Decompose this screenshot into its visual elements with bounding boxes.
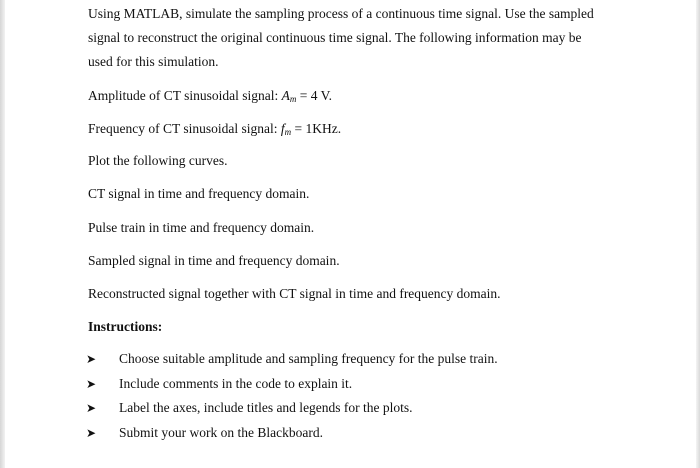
- intro-line-2: signal to reconstruct the original continuous time signal. The following information may be: [88, 30, 582, 45]
- arrow-bullet-icon: ➤: [86, 377, 97, 391]
- arrow-bullet-icon: ➤: [86, 352, 97, 366]
- instruction-text: Include comments in the code to explain it.: [119, 376, 353, 391]
- page-edge-left: [0, 0, 5, 468]
- instruction-item: [86, 425, 323, 441]
- plot-item: Pulse train in time and frequency domain.: [88, 220, 315, 235]
- arrow-bullet-icon: ➤: [86, 401, 97, 415]
- amplitude-line: [88, 88, 332, 107]
- instructions-heading: Instructions:: [88, 319, 163, 334]
- intro-line-1: Using MATLAB, simulate the sampling process of a continuous time signal. Use the sampled: [88, 6, 594, 21]
- frequency-line: [88, 121, 341, 140]
- instruction-item: [86, 351, 498, 367]
- amplitude-symbol: A: [281, 88, 290, 103]
- plot-item: CT signal in time and frequency domain.: [88, 186, 310, 201]
- intro-line-3: used for this simulation.: [88, 54, 219, 69]
- instruction-text: Submit your work on the Blackboard.: [119, 425, 323, 440]
- amplitude-label: Amplitude of CT sinusoidal signal:: [88, 88, 282, 103]
- frequency-symbol: f: [280, 121, 285, 136]
- frequency-subscript: m: [284, 127, 292, 137]
- instruction-item: [86, 376, 352, 392]
- page-edge-right: [696, 0, 700, 468]
- instruction-text: Choose suitable amplitude and sampling frequency for the pulse train.: [119, 351, 498, 366]
- plot-item: Sampled signal in time and frequency domain.: [88, 253, 340, 268]
- instruction-item: [86, 400, 413, 416]
- plot-item: Reconstructed signal together with CT signal in time and frequency domain.: [88, 286, 501, 301]
- plots-heading: Plot the following curves.: [88, 153, 228, 168]
- amplitude-value: = 4 V.: [296, 88, 333, 103]
- frequency-value: = 1KHz.: [291, 121, 342, 136]
- amplitude-subscript: m: [289, 94, 297, 104]
- instruction-text: Label the axes, include titles and legends for the plots.: [119, 400, 413, 415]
- arrow-bullet-icon: ➤: [86, 426, 97, 440]
- frequency-label: Frequency of CT sinusoidal signal:: [88, 121, 281, 136]
